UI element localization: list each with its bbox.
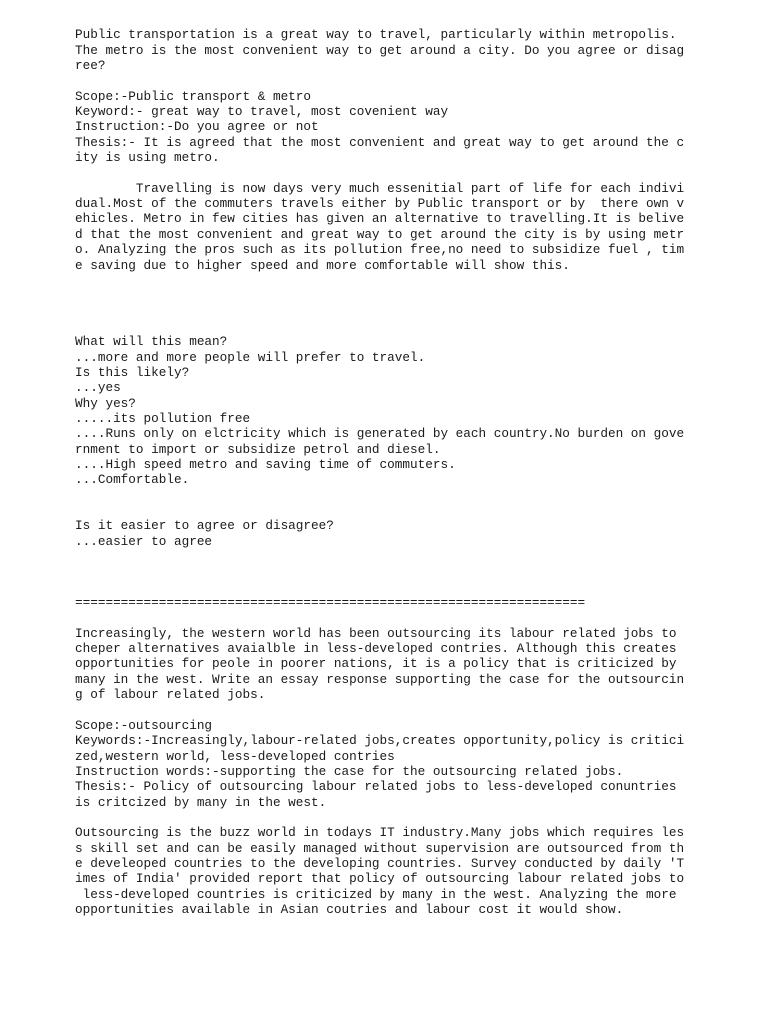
text-line: [75, 304, 755, 319]
text-line: [75, 549, 755, 564]
text-line: Scope:-outsourcing: [75, 717, 213, 733]
text-line: ...Comfortable.: [75, 472, 190, 488]
text-line: Outsourcing is the buzz world in todays IT industry.Many jobs which requires les: [75, 825, 685, 841]
text-line: [75, 503, 755, 518]
text-line: Instruction:-Do you agree or not: [75, 119, 319, 135]
text-line: Thesis:- Policy of outsourcing labour related jobs to less-developed conuntries: [75, 779, 677, 795]
text-line: is critcized by many in the west.: [75, 794, 327, 810]
text-line: Scope:-Public transport & metro: [75, 88, 312, 104]
text-line: opportunities available in Asian coutries and labour cost it would show.: [75, 901, 624, 917]
text-line: d that the most convenient and great way to get around the city is by using metr: [75, 226, 685, 242]
text-line: ...more and more people will prefer to travel.: [75, 349, 426, 365]
text-line: [75, 610, 755, 625]
text-line: zed,western world, less-developed contries: [75, 748, 395, 764]
text-line: [75, 564, 755, 579]
text-line: Keyword:- great way to travel, most covenient way: [75, 104, 449, 120]
text-line: [75, 702, 755, 717]
text-line: [75, 165, 755, 180]
text-line: ity is using metro.: [75, 150, 220, 166]
text-line: less-developed countries is criticized by many in the west. Analyzing the more: [75, 886, 677, 902]
text-line: Keywords:-Increasingly,labour-related jobs,creates opportunity,policy is critici: [75, 733, 685, 749]
text-line: .....its pollution free: [75, 410, 251, 426]
text-line: many in the west. Write an essay response supporting the case for the outsourcin: [75, 671, 685, 687]
text-line: ehicles. Metro in few cities has given an alternative to travelling.It is belive: [75, 211, 685, 227]
divider-line: ===================================================================: [75, 595, 586, 611]
text-line: [75, 580, 755, 595]
text-line: rnment to import or subsidize petrol and diesel.: [75, 441, 441, 457]
text-line: [75, 73, 755, 88]
text-line: g of labour related jobs.: [75, 687, 266, 703]
text-line: [75, 488, 755, 503]
text-line: e develeoped countries to the developing countries. Survey conducted by daily 'T: [75, 855, 685, 871]
text-line: ....Runs only on elctricity which is generated by each country.No burden on gove: [75, 426, 685, 442]
text-line: Is this likely?: [75, 364, 190, 380]
text-line: The metro is the most convenient way to get around a city. Do you agree or disag: [75, 42, 685, 58]
text-line: opportunities for peole in poorer nations, it is a policy that is criticized by: [75, 656, 677, 672]
text-line: s skill set and can be easily managed without supervision are outsourced from th: [75, 840, 685, 856]
text-line: [75, 288, 755, 303]
text-line: Thesis:- It is agreed that the most convenient and great way to get around the c: [75, 134, 685, 150]
document-text: [75, 12, 755, 933]
text-line: ...easier to agree: [75, 533, 213, 549]
text-line: imes of India' provided report that policy of outsourcing labour related jobs to: [75, 871, 685, 887]
text-line: e saving due to higher speed and more comfortable will show this.: [75, 257, 570, 273]
text-line: Increasingly, the western world has been outsourcing its labour related jobs to: [75, 625, 677, 641]
text-line: o. Analyzing the pros such as its pollution free,no need to subsidize fuel , tim: [75, 242, 685, 258]
text-line: Public transportation is a great way to travel, particularly within metropolis.: [75, 27, 677, 43]
text-line: Is it easier to agree or disagree?: [75, 518, 334, 534]
text-line: [75, 319, 755, 334]
text-line: cheper alternatives avaialble in less-developed contries. Although this creates: [75, 641, 677, 657]
text-line: ...yes: [75, 380, 121, 396]
text-line: [75, 273, 755, 288]
text-line: dual.Most of the commuters travels either by Public transport or by there own v: [75, 196, 685, 212]
text-line: Travelling is now days very much essenitial part of life for each indivi: [75, 180, 685, 196]
text-line: What will this mean?: [75, 334, 228, 350]
text-line: Instruction words:-supporting the case for the outsourcing related jobs.: [75, 763, 624, 779]
text-line: ....High speed metro and saving time of commuters.: [75, 456, 456, 472]
text-line: [75, 810, 755, 825]
text-line: ree?: [75, 58, 106, 74]
text-line: Why yes?: [75, 395, 136, 411]
